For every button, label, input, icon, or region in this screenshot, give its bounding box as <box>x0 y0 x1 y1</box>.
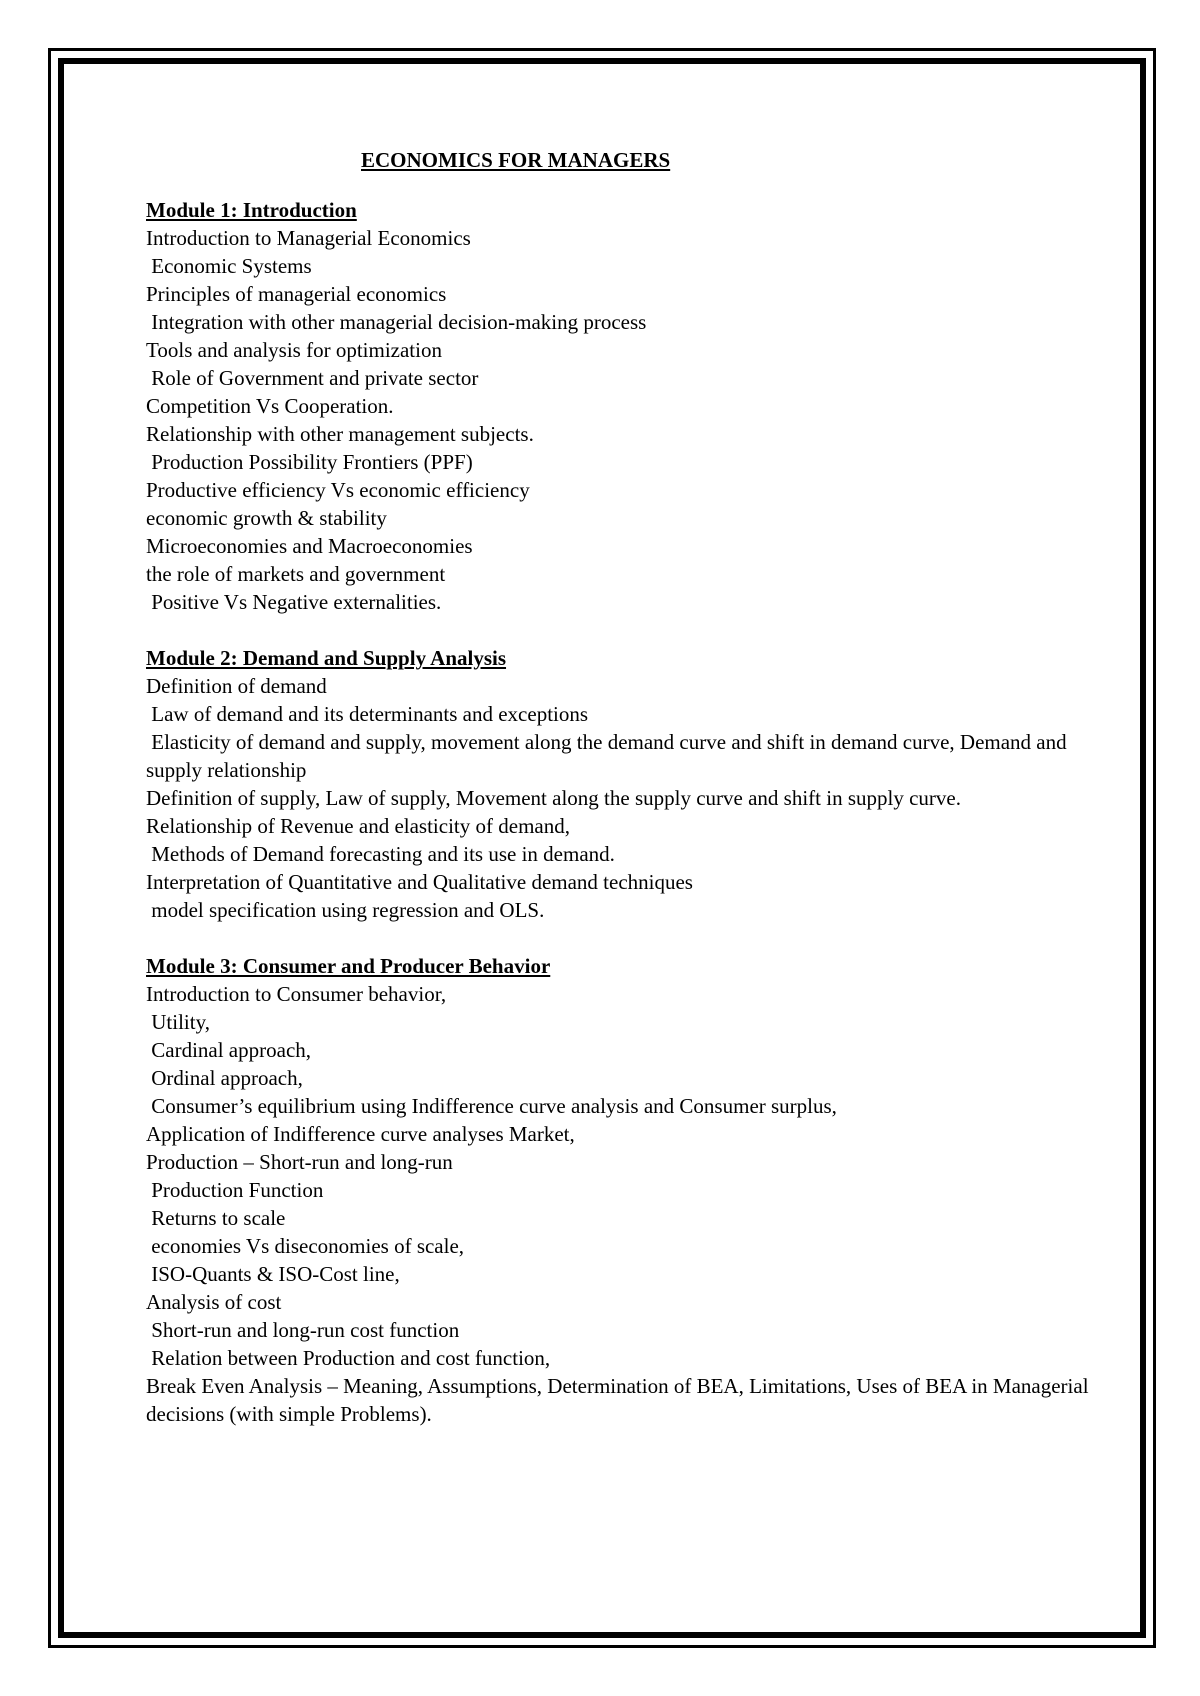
module-2-line: Relationship of Revenue and elasticity of demand, <box>146 814 570 838</box>
module-3-line: ISO-Quants & ISO-Cost line, <box>146 1262 400 1286</box>
module-3-line: Utility, <box>146 1010 210 1034</box>
module-1-line: Microeconomies and Macroeconomies <box>146 534 473 558</box>
module-1-line: Positive Vs Negative externalities. <box>146 590 442 614</box>
module-1-line: Principles of managerial economics <box>146 282 447 306</box>
module-3-line: Cardinal approach, <box>146 1038 312 1062</box>
document-title: ECONOMICS FOR MANAGERS <box>361 148 671 172</box>
module-1-line: Production Possibility Frontiers (PPF) <box>146 450 473 474</box>
module-3-line: Production – Short-run and long-run <box>146 1150 453 1174</box>
module-2-line: Interpretation of Quantitative and Qualitative demand techniques <box>146 870 693 894</box>
module-1-line: Introduction to Managerial Economics <box>146 226 471 250</box>
module-1-line: Integration with other managerial decision-making process <box>146 310 647 334</box>
module-3-line: economies Vs diseconomies of scale, <box>146 1234 465 1258</box>
module-2-line: Elasticity of demand and supply, movement along the demand curve and shift in demand curve, Demand and supply relationship <box>146 730 1072 782</box>
module-1-line: Role of Government and private sector <box>146 366 479 390</box>
module-2-line: Law of demand and its determinants and exceptions <box>146 702 589 726</box>
module-1-line: economic growth & stability <box>146 506 387 530</box>
module-3-line: Relation between Production and cost function, <box>146 1346 551 1370</box>
module-1-line: Productive efficiency Vs economic efficiency <box>146 478 530 502</box>
module-2-heading: Module 2: Demand and Supply Analysis <box>146 646 507 670</box>
module-2-line: Definition of demand <box>146 674 327 698</box>
module-2-line: model specification using regression and OLS. <box>146 898 545 922</box>
module-1-line: Relationship with other management subjects. <box>146 422 534 446</box>
module-3-line: Introduction to Consumer behavior, <box>146 982 447 1006</box>
module-3-line: Short-run and long-run cost function <box>146 1318 460 1342</box>
module-1-line: Competition Vs Cooperation. <box>146 394 394 418</box>
module-2-line: Definition of supply, Law of supply, Movement along the supply curve and shift in supply curve. <box>146 786 961 810</box>
module-2-line: Methods of Demand forecasting and its use in demand. <box>146 842 615 866</box>
module-1-heading: Module 1: Introduction <box>146 198 357 222</box>
module-3-line: Ordinal approach, <box>146 1066 303 1090</box>
module-3-line: Application of Indifference curve analyses Market, <box>146 1122 575 1146</box>
module-1 <box>146 196 1096 616</box>
module-3-line: Returns to scale <box>146 1206 286 1230</box>
module-1-line: Tools and analysis for optimization <box>146 338 442 362</box>
module-3-line: Analysis of cost <box>146 1290 282 1314</box>
module-3-line: Production Function <box>146 1178 324 1202</box>
module-3 <box>146 952 1096 1428</box>
module-3-line: Break Even Analysis – Meaning, Assumptions, Determination of BEA, Limitations, Uses of BEA in Managerial decisions (with simple Problems). <box>146 1374 1094 1426</box>
module-3-heading: Module 3: Consumer and Producer Behavior <box>146 954 551 978</box>
document-body <box>146 146 1096 1456</box>
module-2 <box>146 644 1096 924</box>
module-1-line: the role of markets and government <box>146 562 446 586</box>
module-3-line: Consumer’s equilibrium using Indifference curve analysis and Consumer surplus, <box>146 1094 837 1118</box>
module-1-line: Economic Systems <box>146 254 312 278</box>
